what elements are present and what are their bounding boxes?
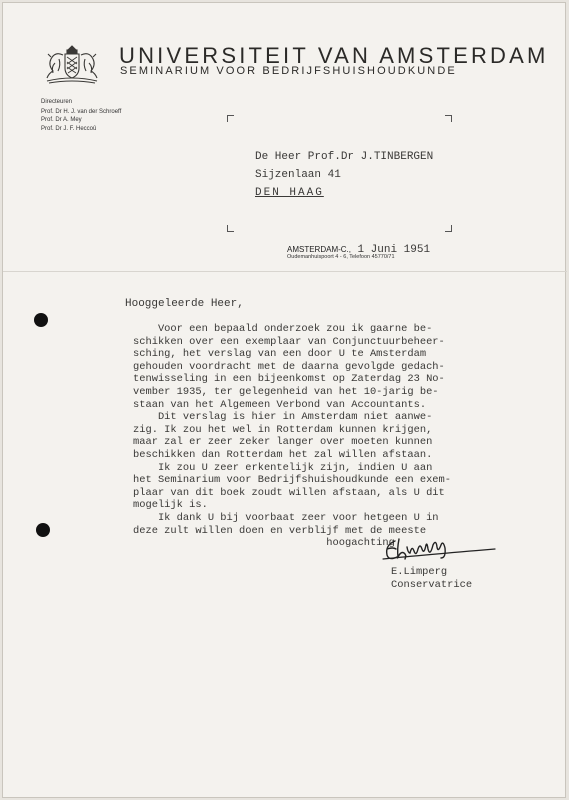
body-line: maar zal er zeer zeker langer over moeten kunnen [133, 436, 433, 449]
salutation: Hooggeleerde Heer, [125, 298, 244, 310]
body-line: staan van het Algemeen Verbond van Accountants. [133, 398, 427, 411]
body-line: Ik zou U zeer erkentelijk zijn, indien U aan [133, 461, 433, 474]
body-line: schikken over een exemplaar van Conjunctuurbeheer- [133, 335, 445, 348]
directors-block [41, 98, 121, 133]
letter-page [2, 2, 566, 798]
body-line: beschikken dan Rotterdam het zal willen afstaan. [133, 448, 433, 461]
recipient-address [255, 148, 433, 202]
body-line: het Seminarium voor Bedrijfshuishoudkunde een exem- [133, 474, 452, 487]
director-name: Prof. Dr A. Mey [41, 117, 82, 124]
body-line: zig. Ik zou het wel in Rotterdam kunnen krijgen, [133, 423, 433, 436]
window-corner-bottom-right [445, 225, 452, 232]
signer-block [391, 566, 472, 591]
body-line: tenwisseling in een bijeenkomst op Zaterdag 23 No- [133, 373, 445, 386]
handwritten-signature [381, 535, 499, 565]
body-line: Ik dank U bij voorbaat zeer voor hetgeen U in [133, 511, 439, 524]
amsterdam-coat-of-arms-icon [41, 43, 103, 85]
directors-heading: Directeuren [41, 99, 73, 105]
signer-name: E.Limperg [391, 566, 448, 578]
director-name: Prof. Dr H. J. van der Schroeff [41, 108, 122, 115]
body-line: gehouden voordracht met de daarna gevolgde gedach- [133, 360, 445, 373]
window-corner-top-right [445, 115, 452, 122]
dateline-place: AMSTERDAM-C., [287, 245, 351, 254]
body-line: mogelijk is. [133, 499, 208, 512]
department-name: SEMINARIUM VOOR BEDRIJFSHUISHOUDKUNDE [120, 65, 457, 77]
body-line: Voor een bepaald onderzoek zou ik gaarne be- [133, 323, 433, 335]
paper-fold-line [3, 271, 567, 272]
letter-date: 1 Juni 1951 [357, 244, 431, 256]
letter-body [133, 323, 513, 550]
body-line: Dit verslag is hier in Amsterdam niet aanwe- [133, 411, 433, 424]
recipient-city: DEN HAAG [255, 187, 324, 199]
director-name: Prof. Dr J. F. Heccoû [41, 125, 97, 132]
window-corner-top-left [227, 115, 234, 122]
recipient-name: De Heer Prof.Dr J.TINBERGEN [255, 151, 434, 163]
body-line: sching, het verslag van een door U te Amsterdam [133, 348, 427, 361]
window-corner-bottom-left [227, 225, 234, 232]
sender-address: Oudemanhuispoort 4 - 6, Telefoon 45770/71 [287, 254, 395, 260]
body-line: vember 1935, ter gelegenheid van het 10-jarig be- [133, 385, 439, 398]
punch-hole-upper [34, 313, 48, 327]
recipient-street: Sijzenlaan 41 [255, 169, 341, 181]
body-line: deze zult willen doen en verblijf met de meeste [133, 524, 427, 537]
university-name: UNIVERSITEIT VAN AMSTERDAM [119, 43, 549, 68]
closing-line: hoogachting [133, 537, 395, 550]
body-line: plaar van dit boek zoudt willen afstaan, als U dit [133, 486, 445, 499]
punch-hole-lower [36, 523, 50, 537]
signer-title: Conservatrice [391, 578, 473, 591]
